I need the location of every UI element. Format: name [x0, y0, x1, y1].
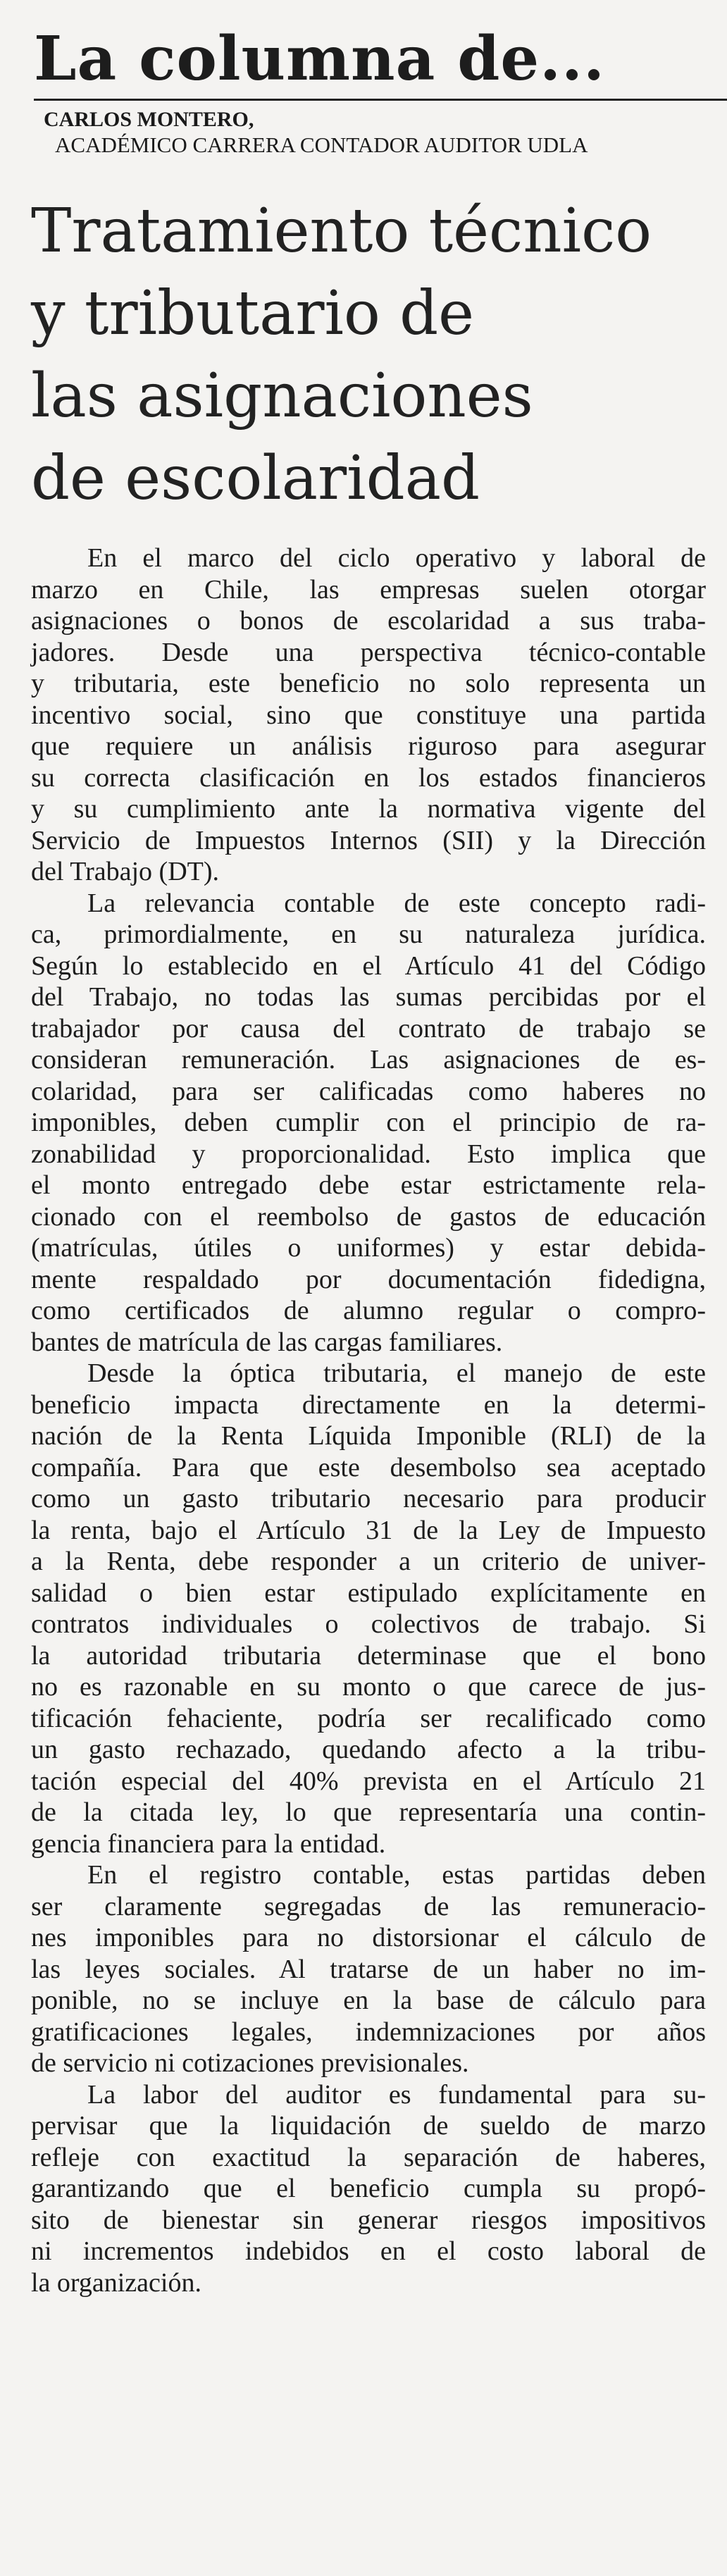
article-headline [31, 190, 707, 520]
paragraph-line: nes imponibles para no distorsionar el cálculo de [31, 1923, 706, 1952]
headline-line: de escolaridad [31, 443, 480, 514]
paragraph-line: el monto entregado debe estar estrictamente rela- [31, 1170, 706, 1200]
paragraph-line: como certificados de alumno regular o compro- [31, 1296, 706, 1325]
paragraph-line: de servicio ni cotizaciones previsionales. [31, 2048, 469, 2078]
paragraph-line: Servicio de Impuestos Internos (SII) y la Dirección [31, 825, 706, 855]
paragraph-line: mente respaldado por documentación fidedigna, [31, 1264, 706, 1294]
paragraph-line: las leyes sociales. Al tratarse de un haber no im- [31, 1954, 706, 1984]
author-name: CARLOS MONTERO, [44, 108, 254, 131]
article-body [31, 543, 706, 2298]
paragraph-line: tificación fehaciente, podría ser recalificado como [31, 1703, 706, 1733]
paragraph-line: En el registro contable, estas partidas deben [87, 1860, 706, 1890]
paragraph-line: como un gasto tributario necesario para producir [31, 1484, 706, 1513]
paragraph-line: cionado con el reembolso de gastos de educación [31, 1201, 706, 1232]
paragraph-line: la autoridad tributaria determinase que el bono [31, 1640, 706, 1671]
paragraph-line: marzo en Chile, las empresas suelen otorgar [31, 574, 706, 605]
paragraph-line: garantizando que el beneficio cumpla su propó- [31, 2174, 706, 2203]
paragraph-line: contratos individuales o colectivos de trabajo. Si [31, 1609, 706, 1639]
paragraph-line: del Trabajo, no todas las sumas percibidas por el [31, 982, 706, 1012]
headline-line: las asignaciones [31, 361, 533, 431]
paragraph-line: En el marco del ciclo operativo y laboral de [87, 543, 706, 573]
paragraph-line: la renta, bajo el Artículo 31 de la Ley de Impuesto [31, 1515, 706, 1545]
paragraph-line: ni incrementos indebidos en el costo laboral de [31, 2236, 706, 2266]
paragraph-line: trabajador por causa del contrato de trabajo se [31, 1013, 706, 1044]
paragraph-line: imponibles, deben cumplir con el principio de ra- [31, 1108, 706, 1137]
paragraph-line: compañía. Para que este desembolso sea aceptado [31, 1452, 706, 1482]
paragraph-line: gencia financiera para la entidad. [31, 1828, 386, 1859]
paragraph-line: ca, primordialmente, en su naturaleza jurídica. [31, 919, 706, 949]
paragraph-line: zonabilidad y proporcionalidad. Esto implica que [31, 1139, 706, 1169]
paragraph-line: salidad o bien estar estipulado explícitamente en [31, 1578, 706, 1608]
paragraph-line: a la Renta, debe responder a un criterio de univer- [31, 1547, 706, 1576]
article-paragraph [31, 888, 706, 1358]
paragraph-line: y su cumplimiento ante la normativa vigente del [31, 794, 706, 824]
paragraph-line: ser claramente segregadas de las remuneracio- [31, 1891, 706, 1921]
paragraph-line: del Trabajo (DT). [31, 857, 220, 886]
paragraph-line: (matrículas, útiles o uniformes) y estar debida- [31, 1233, 706, 1263]
paragraph-line: un gasto rechazado, quedando afecto a la tribu- [31, 1735, 706, 1764]
article-paragraph [31, 2079, 706, 2299]
paragraph-line: no es razonable en su monto o que carece de jus- [31, 1672, 706, 1702]
paragraph-line: bantes de matrícula de las cargas familiares. [31, 1327, 503, 1357]
header-rule [34, 99, 727, 101]
article-paragraph [31, 1859, 706, 2079]
paragraph-line: beneficio impacta directamente en la determi- [31, 1389, 706, 1420]
paragraph-line: Según lo establecido en el Artículo 41 del Código [31, 950, 706, 981]
paragraph-line: su correcta clasificación en los estados financieros [31, 762, 706, 793]
headline-line: Tratamiento técnico [31, 196, 652, 266]
paragraph-line: La relevancia contable de este concepto radi- [87, 888, 706, 918]
author-role: ACADÉMICO CARRERA CONTADOR AUDITOR UDLA [55, 132, 588, 157]
paragraph-line: de la citada ley, lo que representaría una contin- [31, 1797, 706, 1827]
paragraph-line: pervisar que la liquidación de sueldo de marzo [31, 2111, 706, 2141]
paragraph-line: jadores. Desde una perspectiva técnico-contable [31, 637, 706, 667]
paragraph-line: La labor del auditor es fundamental para su- [87, 2079, 706, 2110]
paragraph-line: gratificaciones legales, indemnizaciones por años [31, 2017, 706, 2047]
paragraph-line: que requiere un análisis riguroso para asegurar [31, 731, 706, 761]
paragraph-line: incentivo social, sino que constituye una partida [31, 700, 706, 730]
paragraph-line: Desde la óptica tributaria, el manejo de este [87, 1358, 706, 1388]
paragraph-line: y tributaria, este beneficio no solo representa un [31, 669, 706, 698]
paragraph-line: nación de la Renta Líquida Imponible (RLI) de la [31, 1421, 706, 1451]
paragraph-line: ponible, no se incluye en la base de cálculo para [31, 1986, 706, 2015]
section-title: La columna de... [34, 23, 605, 94]
paragraph-line: colaridad, para ser calificadas como haberes no [31, 1076, 706, 1106]
paragraph-line: refleje con exactitud la separación de haberes, [31, 2142, 706, 2172]
article-paragraph [31, 543, 706, 888]
article-paragraph [31, 1358, 706, 1859]
paragraph-line: tación especial del 40% prevista en el Artículo 21 [31, 1766, 706, 1796]
paragraph-line: asignaciones o bonos de escolaridad a sus traba- [31, 606, 706, 636]
paragraph-line: consideran remuneración. Las asignaciones de es- [31, 1045, 706, 1075]
paragraph-line: la organización. [31, 2267, 201, 2298]
headline-line: y tributario de [31, 278, 475, 349]
paragraph-line: sito de bienestar sin generar riesgos impositivos [31, 2205, 706, 2235]
